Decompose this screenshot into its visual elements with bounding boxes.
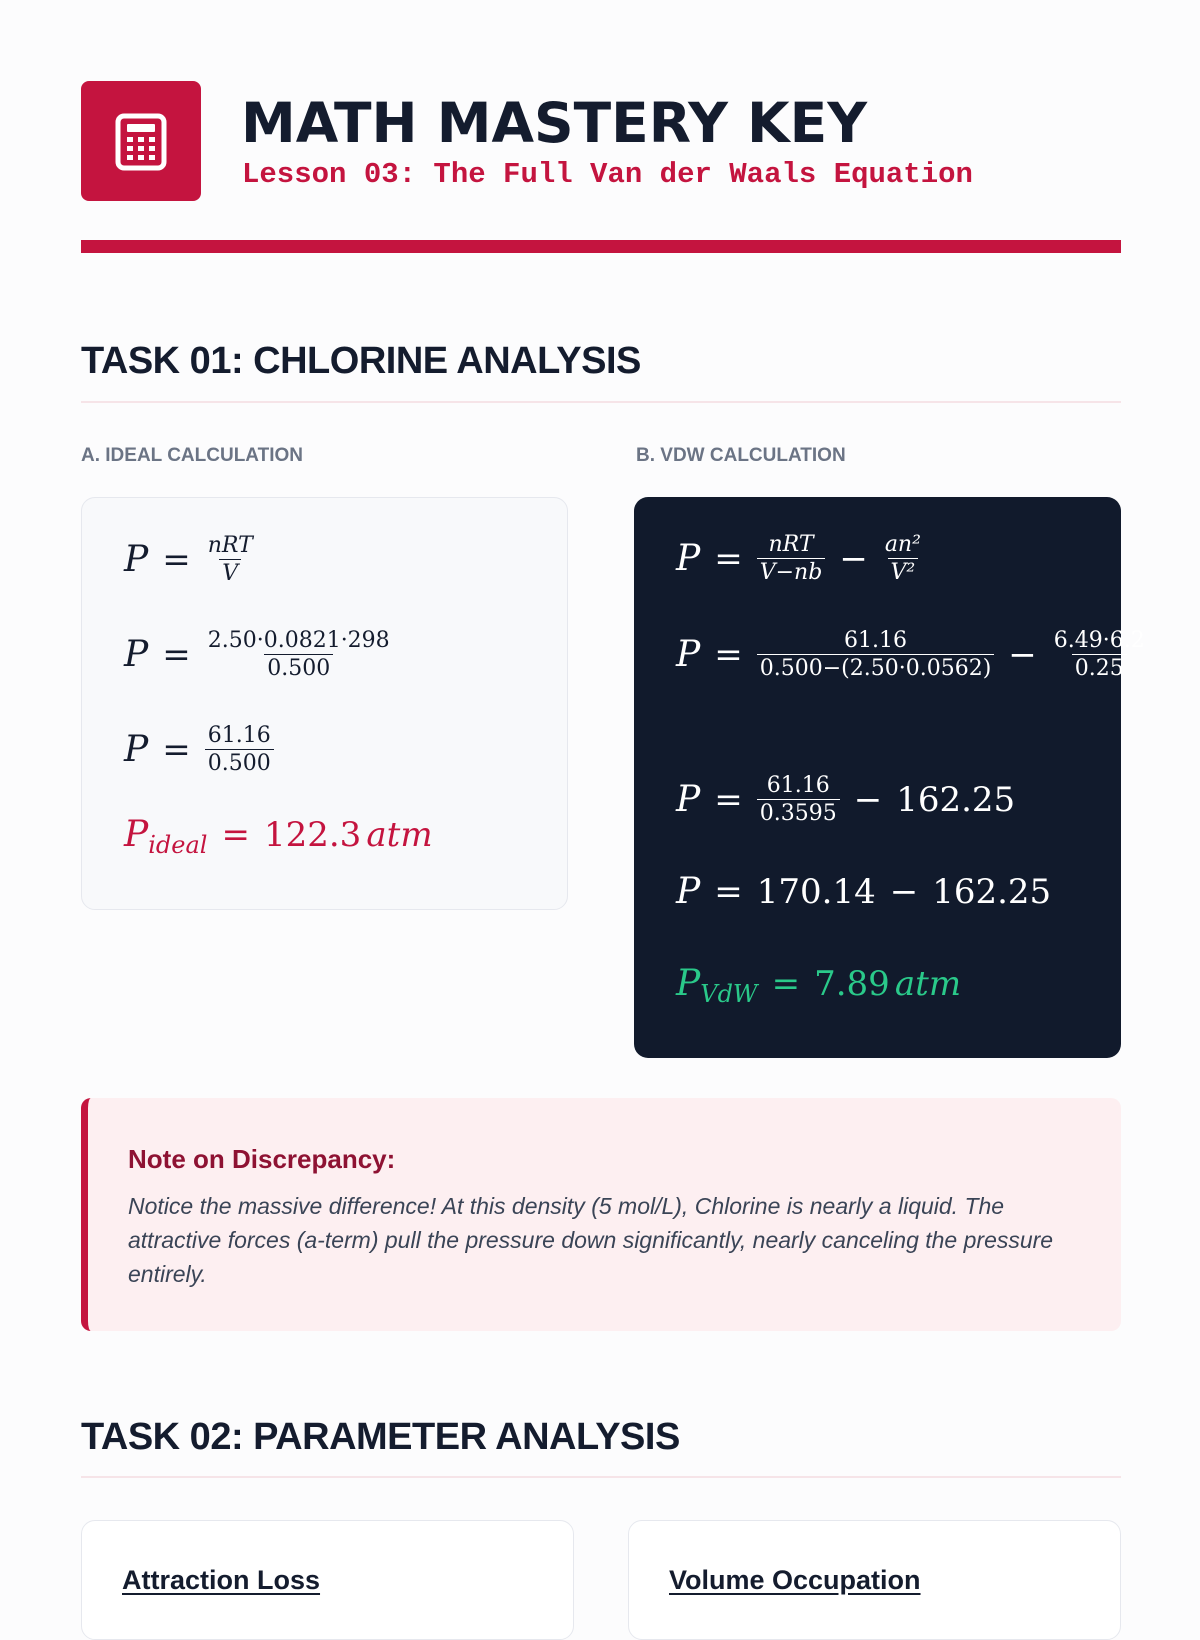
ideal-result: P ideal = 122.3 atm: [124, 814, 433, 859]
vdw-line-2: P = $\frac{61.16}{0.500-(2.50\cdot 0.0562)}$ − $\frac{6.49\cdot 6.2}{0.25}$: [676, 628, 1145, 682]
volume-occupation-card: [628, 1520, 1121, 1640]
page-header: [81, 81, 1121, 201]
task1-title: TASK 01: CHLORINE ANALYSIS: [81, 340, 641, 382]
ideal-calculation-card: [81, 497, 568, 910]
vdw-line-4: P = 170.14 − 162.25: [676, 871, 1052, 912]
ideal-line-2: P = $\frac{2.50\cdot 0.0821\cdot 298}{0.500}$: [124, 628, 390, 682]
task2-title: TASK 02: PARAMETER ANALYSIS: [81, 1416, 680, 1458]
logo-badge: [81, 81, 201, 201]
attraction-loss-card: [81, 1520, 574, 1640]
page-subtitle: Lesson 03: The Full Van der Waals Equation: [242, 158, 973, 191]
calculator-icon: [115, 113, 167, 171]
task1-divider: [81, 401, 1121, 403]
ideal-line-1: P = $\frac{\text{nRT}}{V}$: [124, 533, 253, 587]
page-title: MATH MASTERY KEY: [241, 91, 868, 155]
vdw-calculation-card: [634, 497, 1145, 1058]
header-divider: [81, 240, 1121, 253]
note-title: Note on Discrepancy:: [128, 1144, 396, 1174]
vdw-result: P VdW = 7.89 atm: [676, 963, 962, 1008]
ideal-label: A. IDEAL CALCULATION: [81, 445, 304, 466]
discrepancy-note: [81, 1098, 1121, 1331]
note-body: Notice the massive difference! At this density (5 mol/L), Chlorine is nearly a liquid. The attractive forces (a-term) pull the pressure down significantly, nearly canceling the pressure entirely.: [128, 1193, 1054, 1287]
vdw-label: B. VDW CALCULATION: [636, 445, 846, 466]
vdw-line-1: P = $\frac{\text{nRT}}{V-nb}$ − $\frac{\text{an²}}{\text{V²}}$: [676, 532, 921, 586]
vdw-line-3: P = $\frac{61.16}{0.3595}$ − 162.25: [676, 773, 1016, 827]
attraction-loss-title: Attraction Loss: [122, 1565, 321, 1595]
ideal-line-3: P = $\frac{61.16}{0.500}$: [124, 724, 274, 775]
volume-occupation-title: Volume Occupation: [669, 1565, 921, 1595]
task2-divider: [81, 1476, 1121, 1478]
